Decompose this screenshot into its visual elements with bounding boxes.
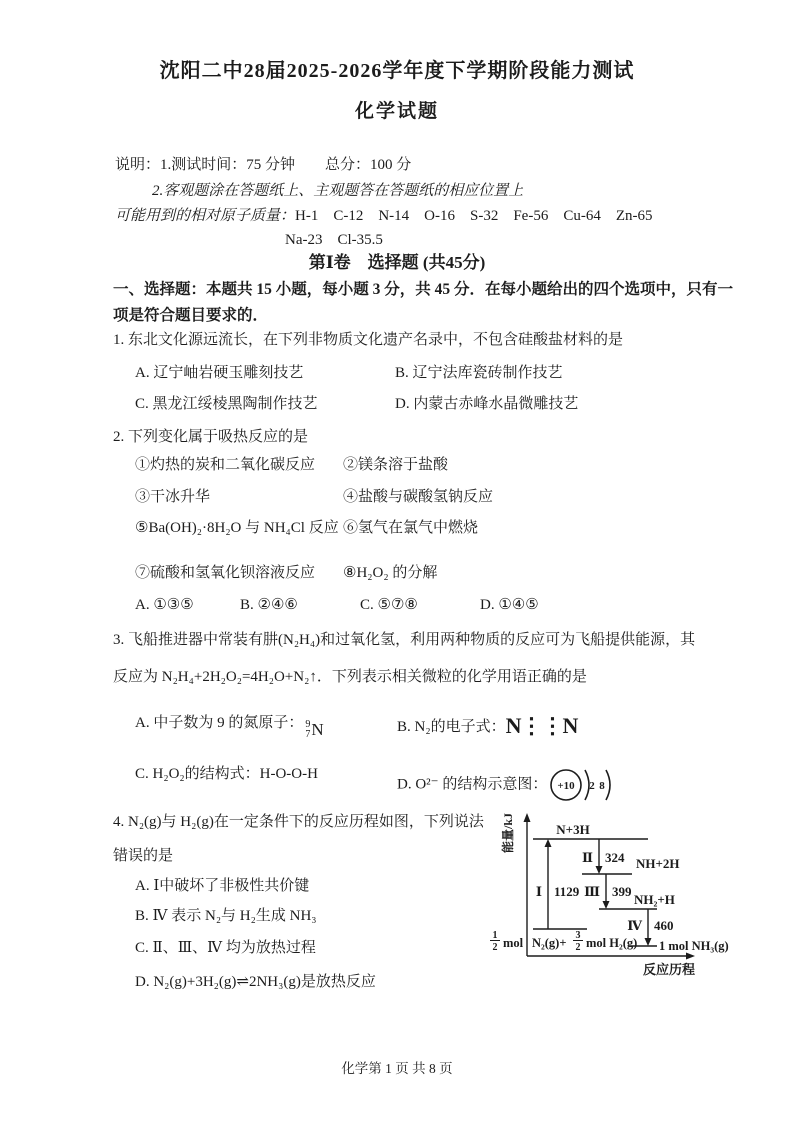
oxide-ion-structure-diagram [547,762,615,808]
nucleus-charge: +10 [557,780,575,792]
section-intro-line2: 项是符合题目要求的． [113,307,269,324]
page-title: 沈阳二中28届2025-2026学年度下学期阶段能力测试 [159,60,635,82]
arrow-step3-head [603,901,610,909]
step3-value: 399 [612,884,632,899]
question-1-stem: 1. 东北文化源远流长，在下列非物质文化遗产名录中，不包含硅酸盐材料的是 [113,332,624,348]
q3-option-a [135,714,324,741]
y-axis-arrowhead [524,813,531,822]
x-axis-arrowhead [686,953,695,960]
level-label-n3h: N+3H [556,822,590,837]
nitrogen-nuclide-notation [305,719,323,741]
shell2-electrons: 8 [599,780,606,792]
question-4-stem-line2: 错误的是 [113,848,174,864]
q1-option-d: D. 内蒙古赤峰水晶微雕技艺 [395,396,579,412]
nuclide-symbol: N [311,719,324,739]
q3-option-b [397,712,577,741]
step1-value: 1129 [554,884,580,899]
reactant-frac2-denominator: 2 [575,942,581,953]
q4-option-d: D. N₂(g)+3H₂(g)⇌2NH₃(g)是放热反应 [135,974,376,990]
q1-option-a: A. 辽宁岫岩硬玉雕刻技艺 [135,365,304,381]
arrow-step1-head [545,839,552,847]
q2-item-4: ④盐酸与碳酸氢钠反应 [343,489,494,505]
level-label-nh2-h: NH₂+H [634,892,675,907]
reactant-frac1-denominator: 2 [492,942,498,953]
q2-item-8: ⑧H₂O₂ 的分解 [343,565,438,581]
step1-id: Ⅰ [535,884,542,899]
page-subtitle: 化学试题 [354,101,439,122]
reactant-mol-unit: mol [503,936,524,950]
section-intro-line1: 一、选择题：本题共 15 小题，每小题 3 分，共 45 分．在每小题给出的四个选项中，只有一 [113,281,734,298]
n2-electron-formula: N⋮⋮N [505,713,578,738]
q1-option-b: B. 辽宁法库瓷砖制作技艺 [395,365,563,381]
q2-option-d: D. ①④⑤ [480,597,539,613]
q3-option-d-label: D. O²⁻ 的结构示意图： [397,776,548,793]
page-footer: 化学第 1 页 共 8 页 [341,1061,453,1076]
reactant-formula-part1: N₂(g)+ [532,936,567,950]
step2-id: Ⅱ [582,850,593,865]
q4-option-c: C. Ⅱ、Ⅲ、Ⅳ 均为放热过程 [135,940,316,956]
atomic-masses-values: H-1 C-12 N-14 O-16 S-32 Fe-56 Cu-64 Zn-65 [295,208,653,224]
reactant-frac1-numerator: 1 [492,930,498,941]
energy-profile-diagram [478,806,748,991]
product-label: 1 mol NH₃(g) [659,939,729,953]
step3-id: Ⅲ [584,884,600,899]
q2-item-1: ①灼热的炭和二氧化碳反应 [135,457,316,473]
energy-axis-label: 能量/kJ [501,812,515,854]
q3-option-b-label: B. N₂的电子式： [397,719,506,735]
level-label-nh2h: NH+2H [636,856,680,871]
q2-item-2: ②镁条溶于盐酸 [343,457,449,473]
q2-item-7: ⑦硫酸和氢氧化钡溶液反应 [135,565,316,581]
step4-value: 460 [654,918,674,933]
q2-option-b: B. ②④⑥ [240,597,298,613]
q2-item-6: ⑥氢气在氯气中燃烧 [343,520,479,536]
atomic-masses-intro: 可能用到的相对原子质量： [115,208,296,224]
question-4-stem-line1: 4. N₂(g)与 H₂(g)在一定条件下的反应历程如图，下列说法 [113,814,484,830]
question-3-stem-line1: 3. 飞船推进器中常装有肼(N₂H₄)和过氧化氢，利用两种物质的反应可为飞船提供能源，其 [113,632,696,648]
q1-option-c: C. 黑龙江绥棱黑陶制作技艺 [135,396,318,412]
question-3-stem-line2: 反应为 N₂H₄+2H₂O₂=4H₂O+N₂↑．下列表示相关微粒的化学用语正确的是 [113,669,587,685]
atomic-masses-line1 [115,207,653,227]
reactant-formula-part2: mol H₂(g) [586,936,638,950]
q3-option-c: C. H₂O₂的结构式：H-O-O-H [135,766,318,782]
reactant-frac2-numerator: 3 [575,930,581,941]
q3-option-a-label: A. 中子数为 9 的氮原子： [135,715,304,731]
q2-option-c: C. ⑤⑦⑧ [360,597,418,613]
nuclide-atomic-number: 7 [305,729,311,740]
q3-option-d [397,762,615,808]
instructions-line1: 说明：1.测试时间：75 分钟 总分：100 分 [115,157,412,173]
step4-id: Ⅳ [627,918,642,933]
atomic-masses-line2: Na-23 Cl-35.5 [285,232,383,248]
section-header: 第Ⅰ卷 选择题 (共45分) [308,253,486,272]
electron-shell-arc-2 [606,770,610,800]
nuclide-mass-number: 9 [305,719,311,730]
step2-value: 324 [605,850,625,865]
q2-item-3: ③干冰升华 [135,489,211,505]
q4-option-a: A. Ⅰ中破坏了非极性共价键 [135,878,310,894]
question-2-stem: 2. 下列变化属于吸热反应的是 [113,429,309,445]
q2-item-5: ⑤Ba(OH)₂·8H₂O 与 NH₄Cl 反应 [135,520,339,536]
instructions-line2: 2.客观题涂在答题纸上、主观题答在答题纸的相应位置上 [152,183,524,199]
shell1-electrons: 2 [589,780,596,792]
reaction-progress-label: 反应历程 [643,962,696,977]
q4-option-b: B. Ⅳ 表示 N₂与 H₂生成 NH₃ [135,908,317,924]
q2-option-a: A. ①③⑤ [135,597,194,613]
arrow-step2-head [596,866,603,874]
arrow-step4-head [645,938,652,946]
